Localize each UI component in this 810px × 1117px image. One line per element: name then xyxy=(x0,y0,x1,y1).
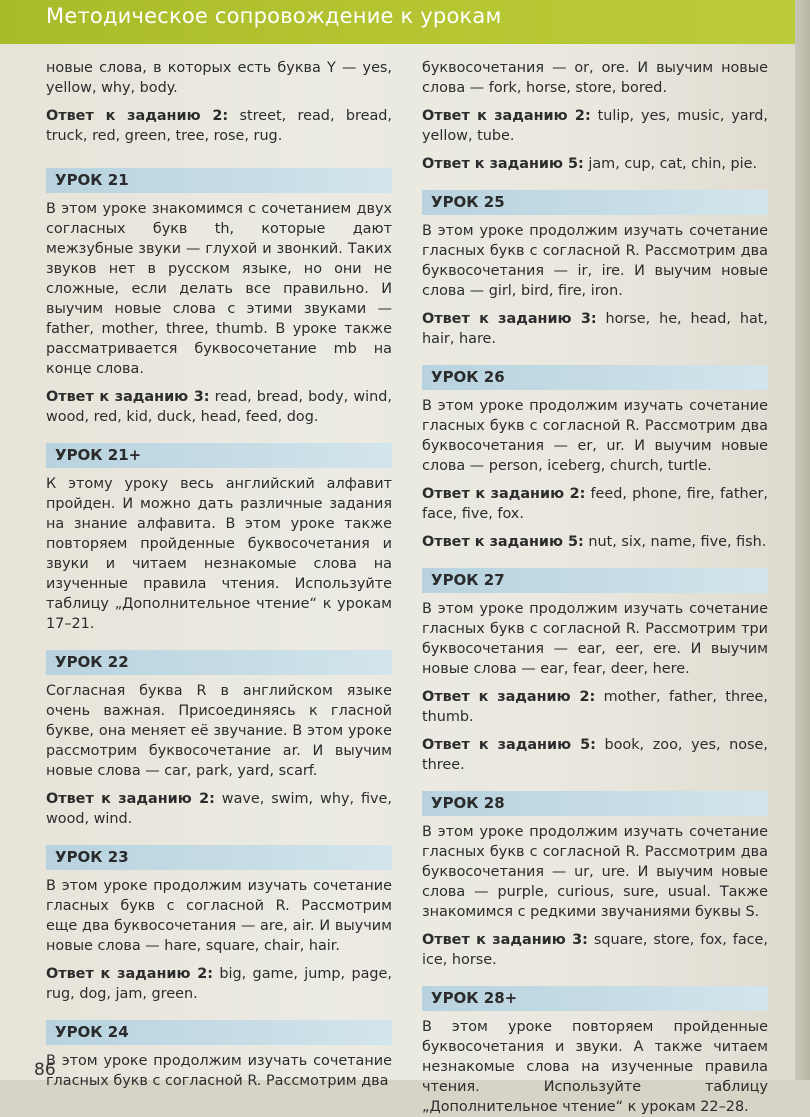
lesson-title: УРОК 23 xyxy=(46,845,392,870)
right-intro-answer: Ответ к заданию 5: jam, cup, cat, chin, pie. xyxy=(422,156,758,172)
right-intro-answer: Ответ к заданию 2: tulip, yes, music, yard, yellow, tube. xyxy=(422,108,768,144)
lesson-answer: Ответ к заданию 2: big, game, jump, page, rug, dog, jam, green. xyxy=(46,966,392,1002)
page-header xyxy=(0,0,795,44)
lesson-answer: Ответ к заданию 2: mother, father, three, thumb. xyxy=(422,689,768,725)
lesson-text: В этом уроке продолжим изучать сочетание гласных букв с согласной R. Рассмотрим два буквосочетания — ir, ire. И выучим новые слова — girl, bird, fire, iron. xyxy=(422,223,768,299)
lesson-text: Согласная буква R в английском языке очень важная. Присоединяясь к гласной букве, она меняет её звучание. В этом уроке рассмотрим буквосочетание ar. И выучим новые слова — car, park, yard, scarf. xyxy=(46,683,392,779)
right-intro: буквосочетания — or, ore. И выучим новые слова — fork, horse, store, bored. xyxy=(422,60,768,96)
lesson-title: УРОК 27 xyxy=(422,568,768,593)
lesson-title: УРОК 28+ xyxy=(422,986,768,1011)
left-intro-answer: Ответ к заданию 2: street, read, bread, truck, red, green, tree, rose, rug. xyxy=(46,108,392,144)
lesson-title: УРОК 21 xyxy=(46,168,392,193)
left-intro: новые слова, в которых есть буква Y — yes, yellow, why, body. xyxy=(46,60,392,96)
lesson-text: В этом уроке продолжим изучать сочетание гласных букв с согласной R. Рассмотрим три буквосочетания — ear, eer, ere. И выучим новые слова — ear, fear, deer, here. xyxy=(422,601,768,677)
page-edge xyxy=(795,0,810,1080)
lesson-answer: Ответ к заданию 2: feed, phone, fire, father, face, five, fox. xyxy=(422,486,768,522)
lesson-text: В этом уроке продолжим изучать сочетание гласных букв с согласной R. Рассмотрим два xyxy=(46,1053,392,1089)
lesson-title: УРОК 28 xyxy=(422,791,768,816)
lesson-title: УРОК 22 xyxy=(46,650,392,675)
lesson-title: УРОК 24 xyxy=(46,1020,392,1045)
page-number: 86 xyxy=(34,1060,56,1080)
lesson-answer: Ответ к заданию 3: horse, he, head, hat, hair, hare. xyxy=(422,311,768,347)
left-column xyxy=(46,58,392,1091)
lesson-text: В этом уроке продолжим изучать сочетание гласных букв с согласной R. Рассмотрим еще два буквосочетания — are, air. И выучим новые слова — hare, square, chair, hair. xyxy=(46,878,392,954)
lesson-answer: Ответ к заданию 3: read, bread, body, wind, wood, red, kid, duck, head, feed, dog. xyxy=(46,389,392,425)
lesson-answer: Ответ к заданию 5: book, zoo, yes, nose, three. xyxy=(422,737,768,773)
lesson-answer: Ответ к заданию 3: square, store, fox, face, ice, horse. xyxy=(422,932,768,968)
lesson-answer: Ответ к заданию 5: nut, six, name, five, fish. xyxy=(422,534,767,550)
lesson-title: УРОК 21+ xyxy=(46,443,392,468)
lesson-text: В этом уроке продолжим изучать сочетание гласных букв с согласной R. Рассмотрим два буквосочетания — ur, ure. И выучим новые слова — purple, curious, sure, usual. Также знакомимся с редкими звучаниями буквы S. xyxy=(422,824,768,920)
lesson-title: УРОК 26 xyxy=(422,365,768,390)
right-column xyxy=(422,58,768,1117)
lesson-text: В этом уроке повторяем пройденные буквосочетания и звуки. А также читаем незнакомые слова на изученные правила чтения. Используйте таблицу „Дополнительное чтение“ к урокам 22–28. xyxy=(422,1019,768,1115)
lesson-text: В этом уроке знакомимся с сочетанием двух согласных букв th, которые дают межзубные звуки — глухой и звонкий. Таких звуков нет в русском языке, но они не сложные, если делать все правильно. И выучим новые слова с этими звуками — father, mother, three, thumb. В уроке также рассматривается буквосочетание mb на конце слова. xyxy=(46,201,392,377)
lesson-title: УРОК 25 xyxy=(422,190,768,215)
header-title: Методическое сопровождение к урокам xyxy=(46,4,502,28)
lesson-answer: Ответ к заданию 2: wave, swim, why, five, wood, wind. xyxy=(46,791,392,827)
lesson-text: К этому уроку весь английский алфавит пройден. И можно дать различные задания на знание алфавита. В этом уроке также повторяем пройденные буквосочетания и звуки и читаем незнакомые слова на изученные правила чтения. Используйте таблицу „Дополнительное чтение“ к урокам 17–21. xyxy=(46,476,392,632)
lesson-text: В этом уроке продолжим изучать сочетание гласных букв с согласной R. Рассмотрим два буквосочетания — er, ur. И выучим новые слова — person, iceberg, church, turtle. xyxy=(422,398,768,474)
